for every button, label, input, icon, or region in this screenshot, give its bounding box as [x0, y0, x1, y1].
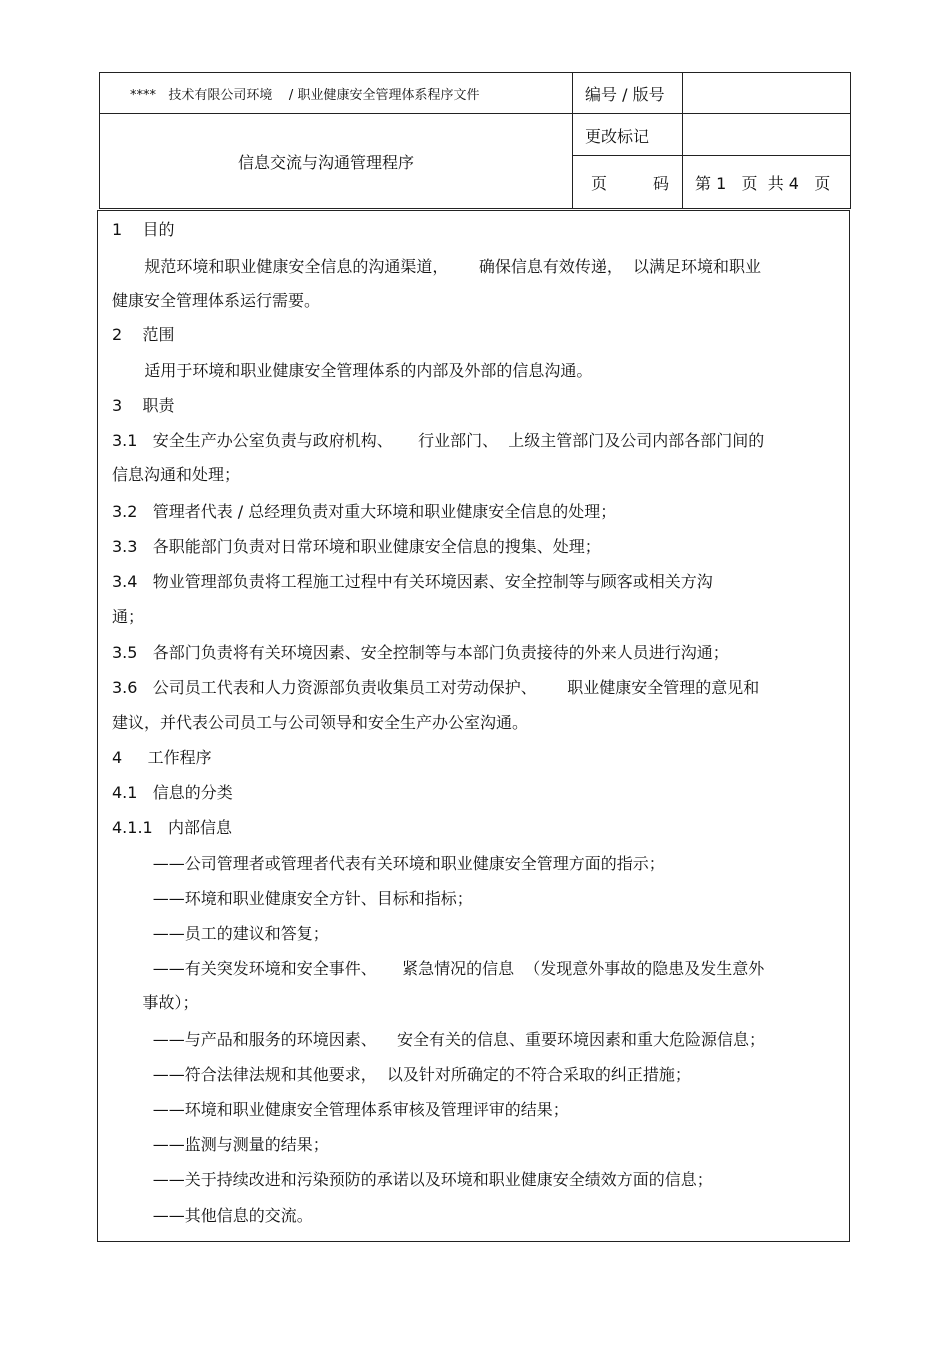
- change-mark-label: 更改标记: [585, 126, 650, 146]
- section-heading: 4 工作程序: [112, 748, 212, 767]
- list-item: ——员工的建议和答复；: [112, 924, 329, 943]
- section-heading: 1 目的: [112, 220, 175, 239]
- paragraph-line: 适用于环境和职业健康安全管理体系的内部及外部的信息沟通。: [124, 361, 593, 380]
- paragraph-line: 3.2 管理者代表 / 总经理负责对重大环境和职业健康安全信息的处理；: [112, 502, 617, 521]
- page-label: [573, 156, 682, 209]
- list-item: ——环境和职业健康安全管理体系审核及管理评审的结果；: [112, 1100, 569, 1119]
- list-item: ——其他信息的交流。: [112, 1206, 313, 1225]
- paragraph-line: 建议，并代表公司员工与公司领导和安全生产办公室沟通。: [112, 713, 529, 732]
- change-mark-value: [683, 114, 851, 155]
- company-name: **** 技术有限公司环境 / 职业健康安全管理体系程序文件: [130, 88, 480, 103]
- document-title: 信息交流与沟通管理程序: [237, 153, 414, 172]
- section-heading: 2 范围: [112, 325, 175, 344]
- paragraph-line: 3.1 安全生产办公室负责与政府机构、 行业部门、 上级主管部门及公司内部各部门间的: [112, 431, 765, 450]
- paragraph-line: 3.5 各部门负责将有关环境因素、安全控制等与本部门负责接待的外来人员进行沟通；: [112, 643, 729, 662]
- document-body: [97, 210, 850, 1242]
- code-version-value: [683, 73, 851, 113]
- list-item: ——环境和职业健康安全方针、目标和指标；: [112, 889, 473, 908]
- paragraph-line: 规范环境和职业健康安全信息的沟通渠道， 确保信息有效传递， 以满足环境和职业: [124, 257, 762, 276]
- list-item: ——与产品和服务的环境因素、 安全有关的信息、重要环境因素和重大危险源信息；: [112, 1030, 766, 1049]
- subsection-heading: 4.1 信息的分类: [112, 783, 233, 802]
- paragraph-line: 健康安全管理体系运行需要。: [112, 291, 321, 310]
- page-label-char-2: 码: [653, 174, 670, 193]
- code-version-label: 编号 / 版号: [585, 85, 665, 104]
- list-item: ——公司管理者或管理者代表有关环境和职业健康安全管理方面的指示；: [112, 854, 665, 873]
- page-number-value: 第 1 页 共 4 页: [695, 174, 831, 193]
- list-item: ——监测与测量的结果；: [112, 1135, 329, 1154]
- paragraph-line: 信息沟通和处理；: [112, 465, 241, 484]
- paragraph-line: 3.6 公司员工代表和人力资源部负责收集员工对劳动保护、 职业健康安全管理的意见和: [112, 678, 760, 697]
- paragraph-line: 通；: [112, 607, 145, 626]
- page-label-char-1: 页: [591, 174, 608, 193]
- list-item: ——关于持续改进和污染预防的承诺以及环境和职业健康安全绩效方面的信息；: [112, 1170, 713, 1189]
- document-header-table: [99, 72, 851, 209]
- section-heading: 3 职责: [112, 396, 175, 415]
- paragraph-line: 3.4 物业管理部负责将工程施工过程中有关环境因素、安全控制等与顾客或相关方沟: [112, 572, 713, 591]
- list-item: ——符合法律法规和其他要求， 以及针对所确定的不符合采取的纠正措施；: [112, 1065, 691, 1084]
- list-item: ——有关突发环境和安全事件、 紧急情况的信息 （发现意外事故的隐患及发生意外: [112, 959, 765, 978]
- list-item: 事故）；: [112, 993, 199, 1012]
- subsection-heading: 4.1.1 内部信息: [112, 818, 232, 837]
- paragraph-line: 3.3 各职能部门负责对日常环境和职业健康安全信息的搜集、处理；: [112, 537, 601, 556]
